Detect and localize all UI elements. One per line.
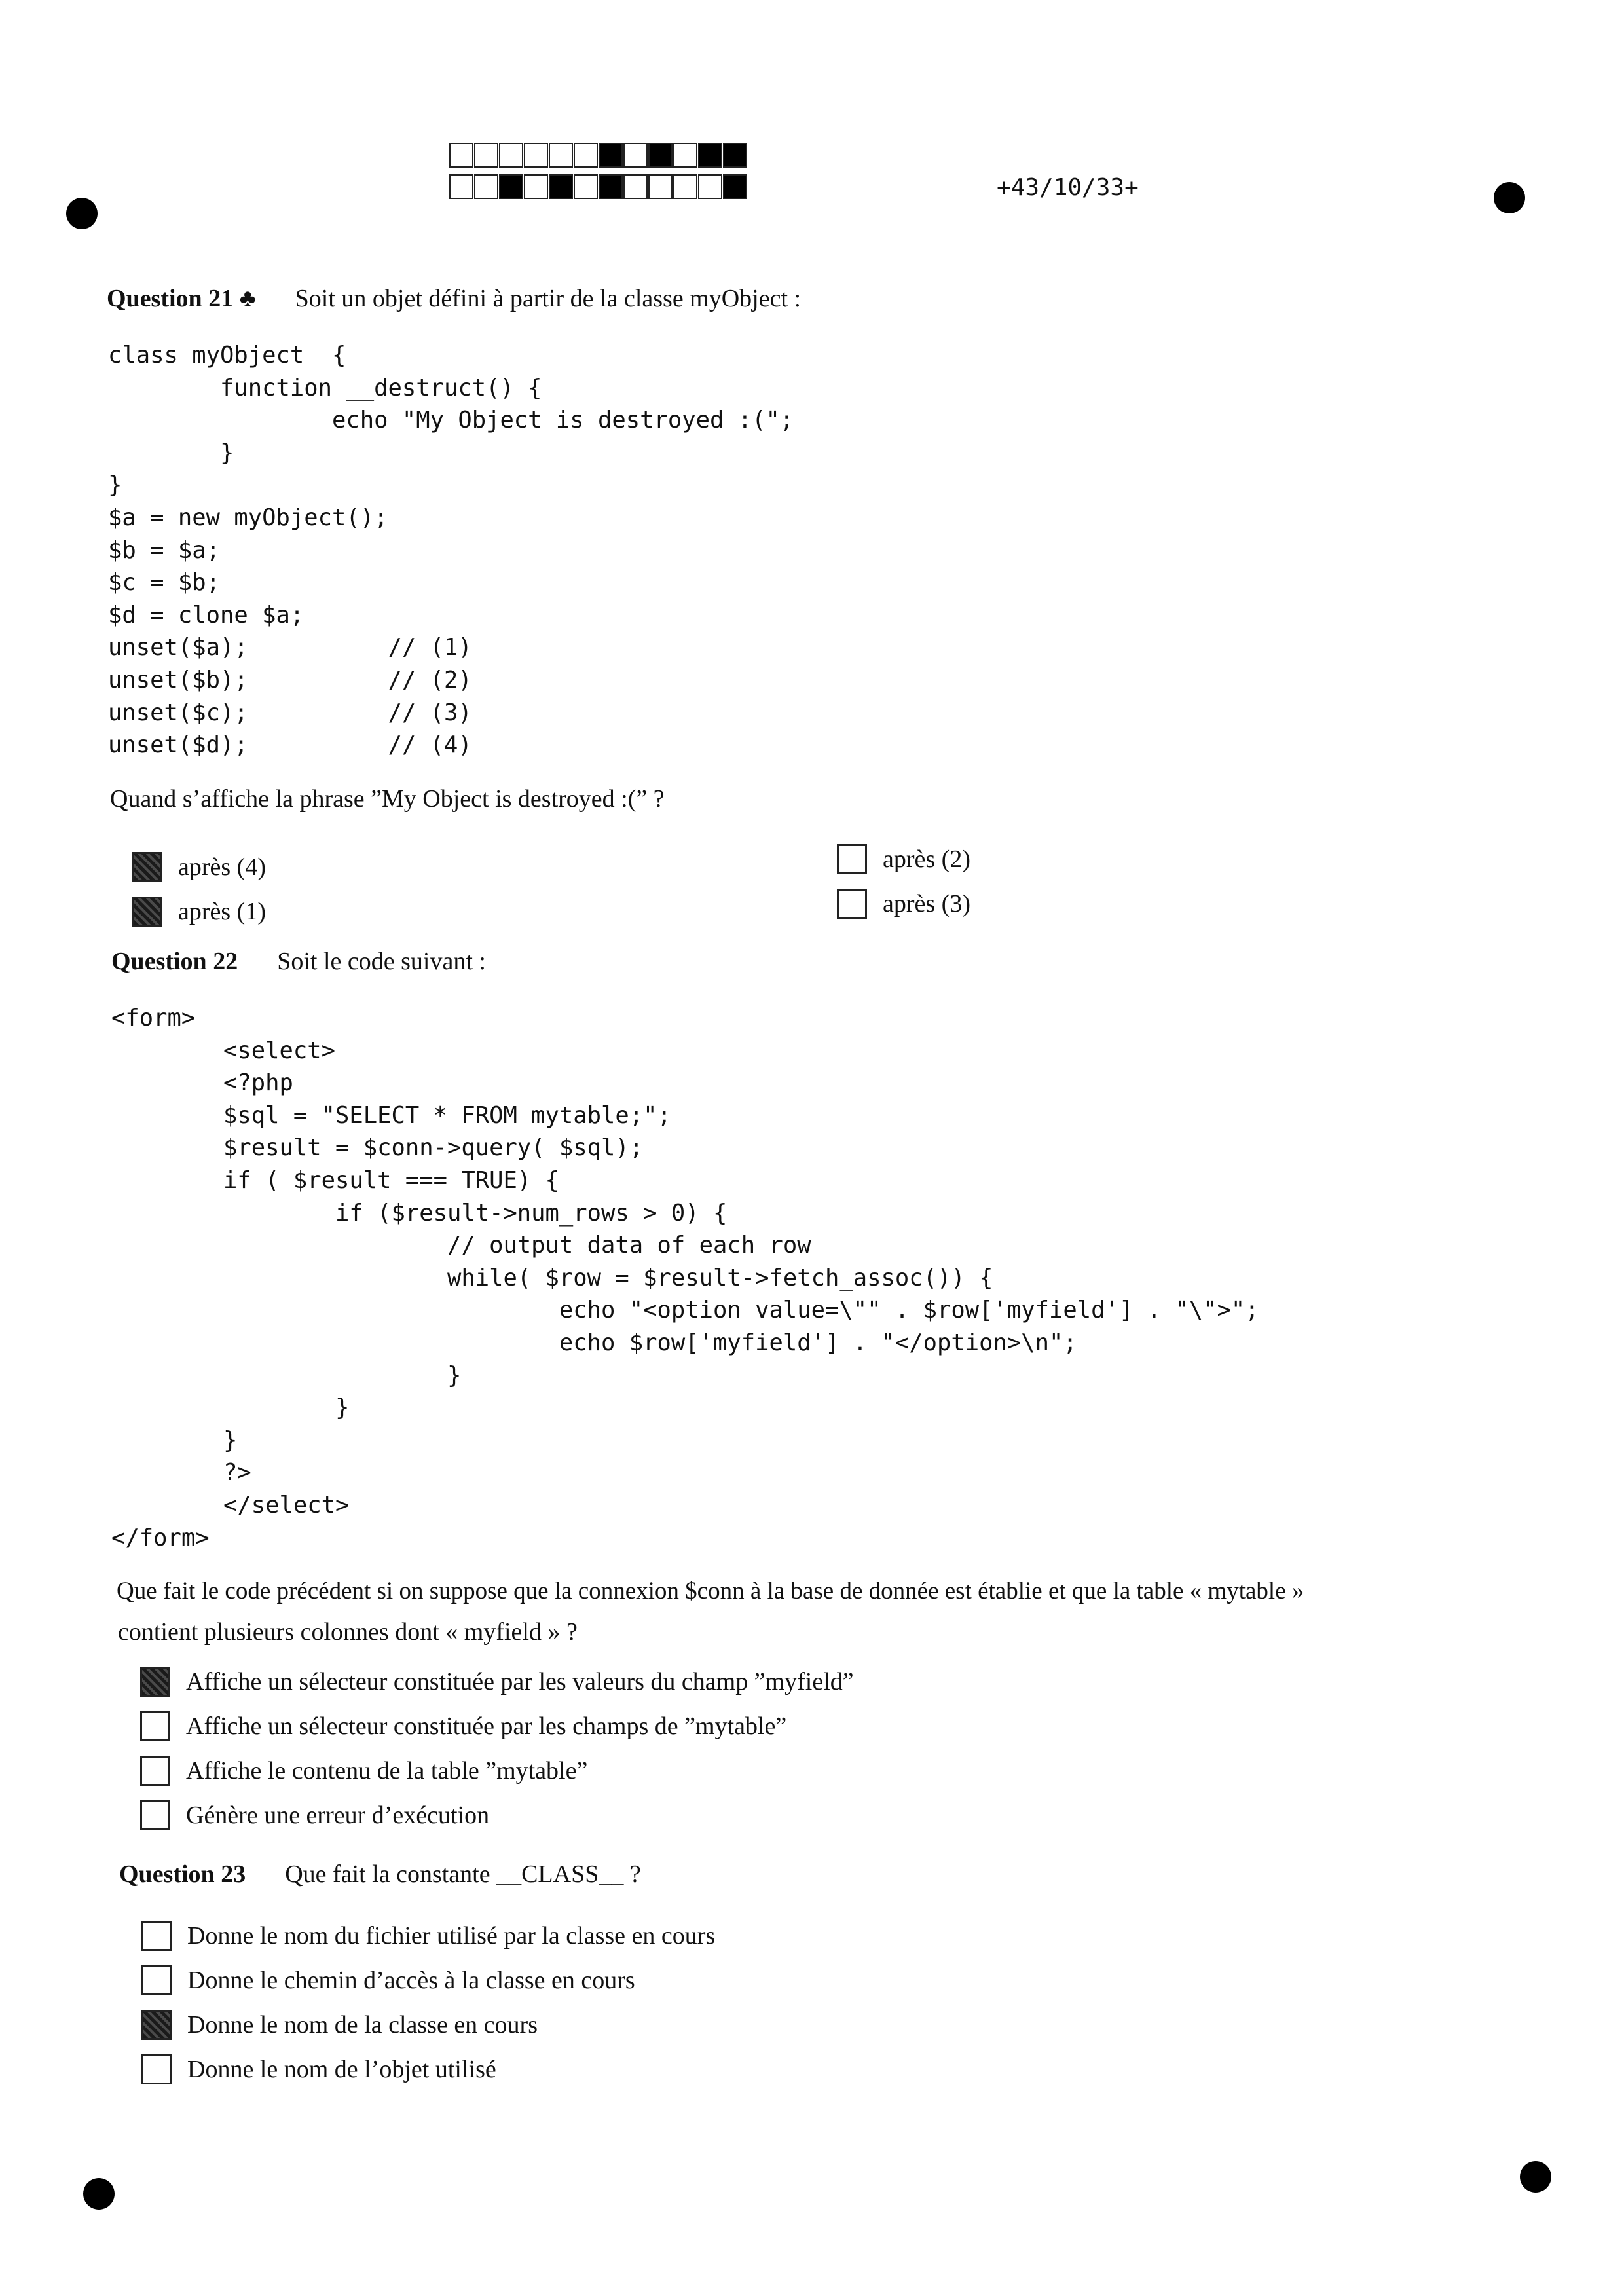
- question-22-text-line-2: contient plusieurs colonnes dont « myfield » ?: [118, 1618, 578, 1646]
- barcode-cell-filled: [723, 143, 747, 168]
- checkbox[interactable]: [140, 1800, 170, 1830]
- checkbox-checked[interactable]: [141, 2010, 172, 2040]
- answer-label: Donne le nom de la classe en cours: [187, 2011, 538, 2039]
- question-22-text-line-1: Que fait le code précédent si on suppose que la connexion $conn à la base de donnée est établie et que la table « mytable »: [117, 1578, 1304, 1604]
- barcode-cell-empty: [449, 174, 473, 199]
- answer-option[interactable]: [837, 881, 970, 926]
- barcode-cell-empty: [499, 143, 523, 168]
- checkbox-checked[interactable]: [140, 1667, 170, 1697]
- answer-option[interactable]: [140, 1749, 854, 1793]
- barcode-cell-empty: [449, 143, 473, 168]
- barcode-cell-filled: [499, 174, 523, 199]
- answer-label: après (3): [883, 890, 970, 917]
- barcode-cell-filled: [599, 174, 623, 199]
- checkbox[interactable]: [141, 2054, 172, 2084]
- checkbox[interactable]: [837, 844, 867, 874]
- barcode-cell-filled: [549, 174, 573, 199]
- answer-label: Affiche le contenu de la table ”mytable”: [186, 1757, 588, 1785]
- barcode-cell-filled: [698, 143, 722, 168]
- checkbox-checked[interactable]: [132, 852, 162, 882]
- answer-option[interactable]: [140, 1704, 854, 1749]
- question-number: Question 23: [119, 1861, 246, 1888]
- answer-label: Donne le nom du fichier utilisé par la classe en cours: [187, 1922, 716, 1950]
- answer-label: Donne le nom de l’objet utilisé: [187, 2056, 496, 2083]
- answer-option[interactable]: [140, 1659, 854, 1704]
- answer-label: après (4): [178, 853, 266, 881]
- barcode-cell-empty: [673, 174, 697, 199]
- question-21-answers-left: [132, 845, 266, 934]
- barcode-cell-filled: [599, 143, 623, 168]
- question-21-code: class myObject { function __destruct() { echo "My Object is destroyed :("; } } $a = new myObject(); $b = $a; $c = $b; $d = clone $a; unset($a); // (1) unset($b); // (2) unset($c); // (3) unset($d); // (4): [108, 342, 794, 759]
- answer-option[interactable]: [837, 837, 970, 881]
- checkbox[interactable]: [141, 1921, 172, 1951]
- answer-label: Affiche un sélecteur constituée par les valeurs du champ ”myfield”: [186, 1668, 854, 1695]
- question-prompt: Soit le code suivant :: [277, 948, 486, 975]
- question-number: Question 21 ♣: [107, 285, 256, 312]
- question-22-answers: [140, 1659, 854, 1838]
- barcode-cell-filled: [723, 174, 747, 199]
- registration-mark-top-right: [1494, 182, 1525, 213]
- answer-label: après (1): [178, 898, 266, 925]
- barcode-cell-empty: [549, 143, 573, 168]
- question-number: Question 22: [111, 948, 238, 975]
- answer-option[interactable]: [132, 845, 266, 889]
- answer-option[interactable]: [141, 1914, 715, 1958]
- barcode-cell-empty: [673, 143, 697, 168]
- barcode-cell-empty: [474, 143, 498, 168]
- question-23-header: [119, 1860, 641, 1889]
- question-23-answers: [141, 1914, 715, 2092]
- registration-mark-bottom-right: [1520, 2161, 1551, 2193]
- answer-label: Donne le chemin d’accès à la classe en cours: [187, 1967, 635, 1994]
- checkbox-checked[interactable]: [132, 897, 162, 927]
- question-21-answers-right: [837, 837, 970, 926]
- answer-option[interactable]: [141, 2003, 715, 2047]
- sheet-barcode-row-2: [449, 174, 757, 199]
- club-icon: ♣: [239, 285, 256, 312]
- checkbox[interactable]: [140, 1711, 170, 1741]
- question-22-code: <form> <select> <?php $sql = "SELECT * FROM mytable;"; $result = $conn->query( $sql); if ( $result === TRUE) { if ($result->num_rows > 0) { // output data of each row while( $row = $result->fetch_assoc()) { echo "<option value=\"" . $row['myfield'] . "\">"; echo $row['myfield'] . "</option>\n"; } } } ?> </select> </form>: [111, 1005, 1259, 1551]
- barcode-cell-empty: [623, 143, 648, 168]
- registration-mark-top-left: [66, 198, 98, 229]
- barcode-cell-empty: [524, 143, 548, 168]
- barcode-cell-empty: [474, 174, 498, 199]
- question-prompt: Que fait la constante __CLASS__ ?: [285, 1861, 641, 1888]
- answer-label: Génère une erreur d’exécution: [186, 1802, 490, 1829]
- registration-mark-bottom-left: [83, 2178, 115, 2210]
- checkbox[interactable]: [837, 889, 867, 919]
- barcode-cell-empty: [574, 143, 598, 168]
- barcode-cell-empty: [574, 174, 598, 199]
- answer-option[interactable]: [140, 1793, 854, 1838]
- barcode-cell-empty: [648, 174, 673, 199]
- barcode-cell-empty: [623, 174, 648, 199]
- question-22-header: [111, 947, 486, 976]
- barcode-cell-empty: [698, 174, 722, 199]
- answer-option[interactable]: [141, 1958, 715, 2003]
- checkbox[interactable]: [141, 1965, 172, 1995]
- sheet-identifier: +43/10/33+: [997, 174, 1139, 201]
- answer-label: Affiche un sélecteur constituée par les champs de ”mytable”: [186, 1713, 787, 1740]
- answer-option[interactable]: [132, 889, 266, 934]
- question-21-text: Quand s’affiche la phrase ”My Object is destroyed :(” ?: [110, 785, 665, 813]
- answer-label: après (2): [883, 845, 970, 873]
- question-21-header: [107, 284, 801, 313]
- barcode-cell-empty: [524, 174, 548, 199]
- barcode-cell-filled: [648, 143, 673, 168]
- answer-option[interactable]: [141, 2047, 715, 2092]
- checkbox[interactable]: [140, 1756, 170, 1786]
- question-prompt: Soit un objet défini à partir de la classe myObject :: [295, 285, 802, 312]
- sheet-barcode-row-1: [449, 143, 757, 168]
